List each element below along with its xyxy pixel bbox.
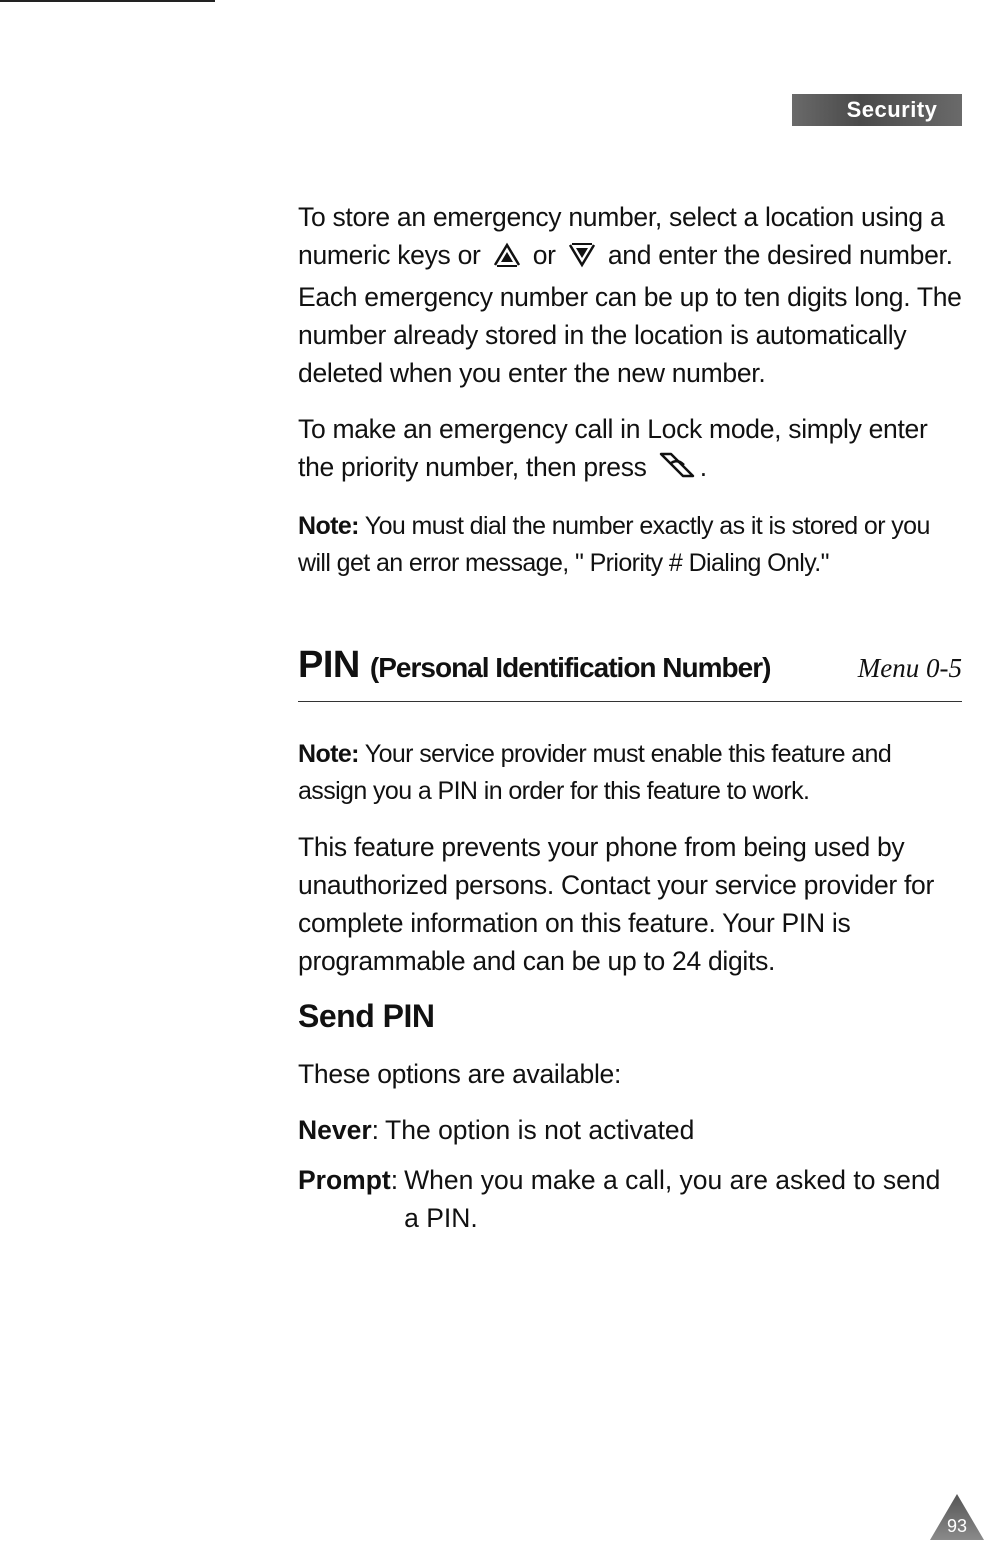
up-arrow-key-icon [492, 240, 522, 278]
para2-text-b: . [699, 452, 707, 482]
note-text: You must dial the number exactly as it is stored or you will get an error message, " Priority # Dialing Only." [298, 512, 930, 577]
top-rule [0, 0, 215, 2]
pin-heading [298, 644, 770, 687]
note-text: Your service provider must enable this feature and assign you a PIN in order for this feature to work. [298, 740, 892, 805]
option-never [298, 1111, 962, 1149]
section-tab-label: Security [846, 97, 938, 122]
send-pin-heading: Send PIN [298, 998, 435, 1034]
down-arrow-key-icon [567, 240, 597, 278]
option-separator: : [371, 1115, 380, 1145]
option-description: When you make a call, you are asked to send a PIN. [404, 1165, 941, 1233]
pin-section-header [298, 644, 962, 702]
options-intro: These options are available: [298, 1059, 622, 1089]
page-number: 93 [946, 1516, 968, 1536]
emergency-store-paragraph [298, 198, 962, 392]
note-service-provider [298, 736, 962, 810]
option-label: Never [298, 1115, 372, 1145]
option-label: Prompt [298, 1165, 391, 1195]
page-content [298, 198, 962, 1249]
pin-title: PIN [298, 644, 360, 686]
pin-description: This feature prevents your phone from being used by unauthorized persons. Contact your service provider for complete information on this feature. Your PIN is programmable and can be up to 24 digits. [298, 832, 935, 976]
para1-text-c: and enter the desired number. Each emergency number can be up to ten digits long. The number already stored in the location is automatically deleted when you enter the new number. [298, 240, 962, 388]
para1-text-a: To store an emergency number, select a location using a numeric keys or [298, 202, 945, 270]
section-tab [792, 94, 962, 126]
option-prompt [298, 1161, 962, 1237]
page-number-badge [928, 1492, 986, 1542]
menu-reference: Menu 0-5 [857, 653, 962, 683]
option-description: The option is not activated [385, 1115, 695, 1145]
para2-text-a: To make an emergency call in Lock mode, simply enter the priority number, then press [298, 414, 928, 482]
note-label: Note: [298, 512, 359, 540]
send-key-icon [658, 450, 696, 490]
note-label: Note: [298, 740, 359, 768]
note-dialing [298, 508, 962, 582]
emergency-call-paragraph [298, 410, 962, 490]
para1-text-b: or [532, 240, 556, 270]
pin-subtitle: (Personal Identification Number) [369, 652, 771, 683]
option-separator: : [390, 1165, 399, 1195]
